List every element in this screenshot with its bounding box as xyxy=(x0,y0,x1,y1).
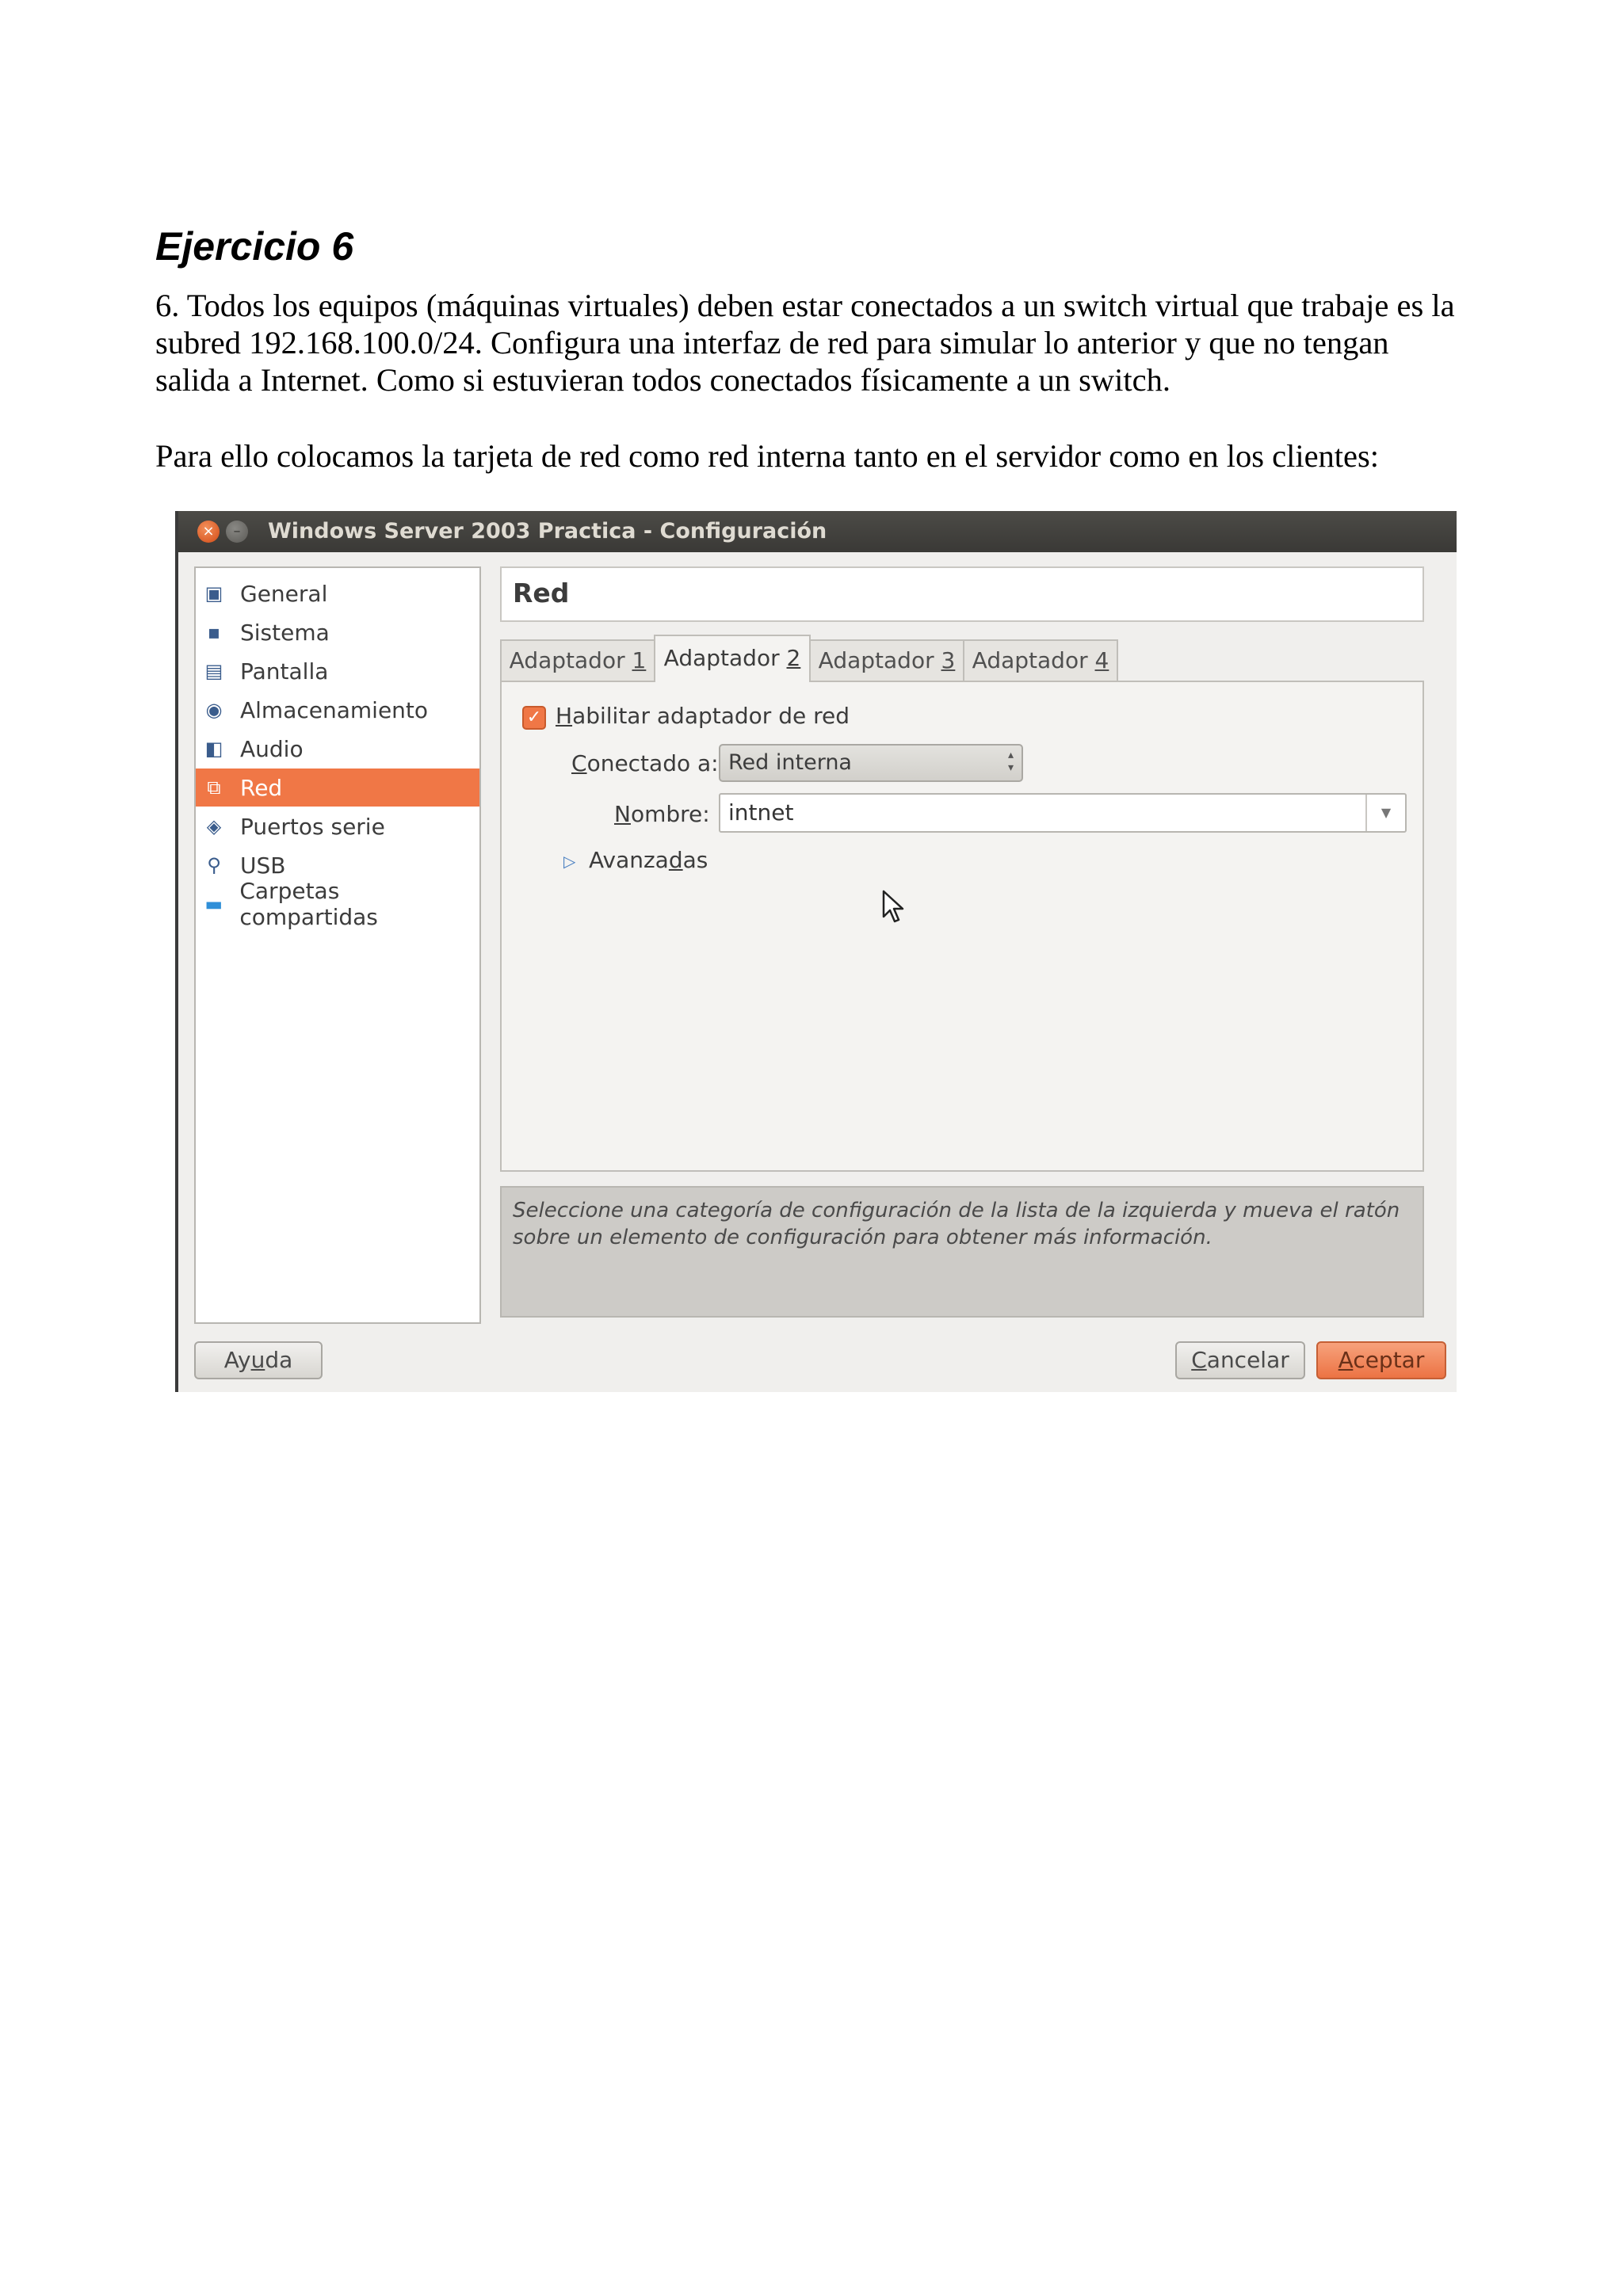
window-title: Windows Server 2003 Practica - Configuración xyxy=(268,519,827,543)
sidebar-item-label: Red xyxy=(240,774,283,801)
sidebar-item-label: USB xyxy=(240,852,286,879)
tab-label: Adaptador xyxy=(509,647,632,673)
tab-mnemonic: 2 xyxy=(786,645,801,671)
help-text-end: da xyxy=(265,1347,293,1373)
adapter-settings-panel xyxy=(500,681,1424,1172)
sidebar-item-red[interactable] xyxy=(196,769,479,807)
sidebar-item-general[interactable] xyxy=(196,574,479,612)
spinner-arrows-icon: ▴ ▾ xyxy=(1007,749,1014,774)
connected-to-mnemonic: C xyxy=(571,750,587,776)
settings-category-list xyxy=(194,566,481,1324)
info-description-box: Seleccione una categoría de configuración de la lista de la izquierda y mueva el ratón sobre un elemento de configuración para obtener más información. xyxy=(500,1186,1424,1318)
connected-to-value: Red interna xyxy=(728,750,852,775)
sidebar-item-label: Puertos serie xyxy=(240,813,385,840)
name-label xyxy=(614,801,710,827)
tab-mnemonic: 4 xyxy=(1094,647,1109,673)
expand-arrow-icon[interactable]: ▷ xyxy=(563,852,576,871)
help-mnemonic: u xyxy=(250,1347,265,1373)
tab-label: Adaptador xyxy=(972,647,1095,673)
disk-icon: ◉ xyxy=(205,699,223,721)
name-mnemonic: N xyxy=(614,801,631,827)
enable-adapter-checkbox[interactable]: ✓ xyxy=(522,706,546,730)
monitor-icon: ▣ xyxy=(204,582,223,605)
tab-label: Adaptador xyxy=(818,647,941,673)
serial-port-icon: ◈ xyxy=(206,815,222,837)
section-title: Red xyxy=(500,566,1424,622)
advanced-mnemonic: d xyxy=(668,847,683,873)
accept-text: ceptar xyxy=(1353,1347,1425,1373)
chip-icon: ▪ xyxy=(207,621,221,643)
accept-mnemonic: A xyxy=(1338,1347,1354,1373)
tab-adaptador-2[interactable] xyxy=(654,635,811,682)
sidebar-item-label: Almacenamiento xyxy=(240,696,429,723)
help-button[interactable] xyxy=(194,1341,323,1379)
sidebar-item-sistema[interactable] xyxy=(196,613,479,651)
cancel-mnemonic: C xyxy=(1191,1347,1207,1373)
display-icon: ▤ xyxy=(204,660,223,682)
enable-adapter-label[interactable] xyxy=(556,703,850,729)
advanced-text-start: Avanza xyxy=(589,847,669,873)
enable-adapter-text: abilitar adaptador de red xyxy=(572,703,850,729)
help-text-start: Ay xyxy=(223,1347,251,1373)
window-titlebar xyxy=(178,511,1457,552)
tab-adaptador-3[interactable] xyxy=(809,639,964,681)
tab-label: Adaptador xyxy=(663,645,787,671)
network-name-combobox[interactable] xyxy=(719,793,1407,833)
sidebar-item-audio[interactable] xyxy=(196,730,479,768)
sidebar-item-label: Carpetas compartidas xyxy=(239,878,378,930)
tab-adaptador-4[interactable] xyxy=(963,639,1118,681)
exercise-statement: 6. Todos los equipos (máquinas virtuales) deben estar conectados a un switch virtual que trabaje es la subred 192.168.100.0/24. Configura una interfaz de red para simular lo anterior y que no tengan salida a Internet. Como si estuvieran todos conectados físicamente a un switch. xyxy=(155,288,1455,398)
sidebar-item-label: Audio xyxy=(240,735,304,762)
connected-to-select[interactable] xyxy=(719,744,1023,782)
network-icon: ⧉ xyxy=(207,776,221,799)
sidebar-item-carpetas-compartidas[interactable] xyxy=(196,878,479,930)
speaker-icon: ◧ xyxy=(204,738,223,760)
name-text: ombre: xyxy=(630,801,710,827)
sidebar-item-pantalla[interactable] xyxy=(196,652,479,690)
minimize-icon[interactable]: – xyxy=(226,521,248,543)
tab-mnemonic: 3 xyxy=(941,647,956,673)
connected-to-text: onectado a: xyxy=(586,750,719,776)
solution-intro: Para ello colocamos la tarjeta de red como red interna tanto en el servidor como en los clientes: xyxy=(155,438,1380,474)
tab-adaptador-1[interactable] xyxy=(500,639,655,681)
sidebar-item-puertos-serie[interactable] xyxy=(196,807,479,845)
exercise-heading: Ejercicio 6 xyxy=(155,224,354,269)
sidebar-item-label: Pantalla xyxy=(240,658,329,685)
enable-adapter-mnemonic: H xyxy=(556,703,573,729)
network-name-value: intnet xyxy=(728,799,794,826)
cancel-text: ancelar xyxy=(1206,1347,1289,1373)
tab-mnemonic: 1 xyxy=(632,647,647,673)
cancel-button[interactable] xyxy=(1175,1341,1305,1379)
usb-icon: ⚲ xyxy=(207,854,221,876)
connected-to-label xyxy=(571,750,719,776)
sidebar-item-almacenamiento[interactable] xyxy=(196,691,479,729)
accept-button[interactable] xyxy=(1316,1341,1446,1379)
folder-icon: ▬ xyxy=(204,893,223,915)
settings-window-screenshot xyxy=(175,511,1457,1392)
advanced-text-end: as xyxy=(682,847,708,873)
chevron-down-icon[interactable]: ▼ xyxy=(1365,795,1405,831)
sidebar-item-label: General xyxy=(240,580,328,607)
close-icon[interactable]: × xyxy=(197,521,220,543)
advanced-expander[interactable] xyxy=(589,847,708,873)
mouse-cursor-icon xyxy=(882,890,906,923)
sidebar-item-label: Sistema xyxy=(240,619,330,646)
